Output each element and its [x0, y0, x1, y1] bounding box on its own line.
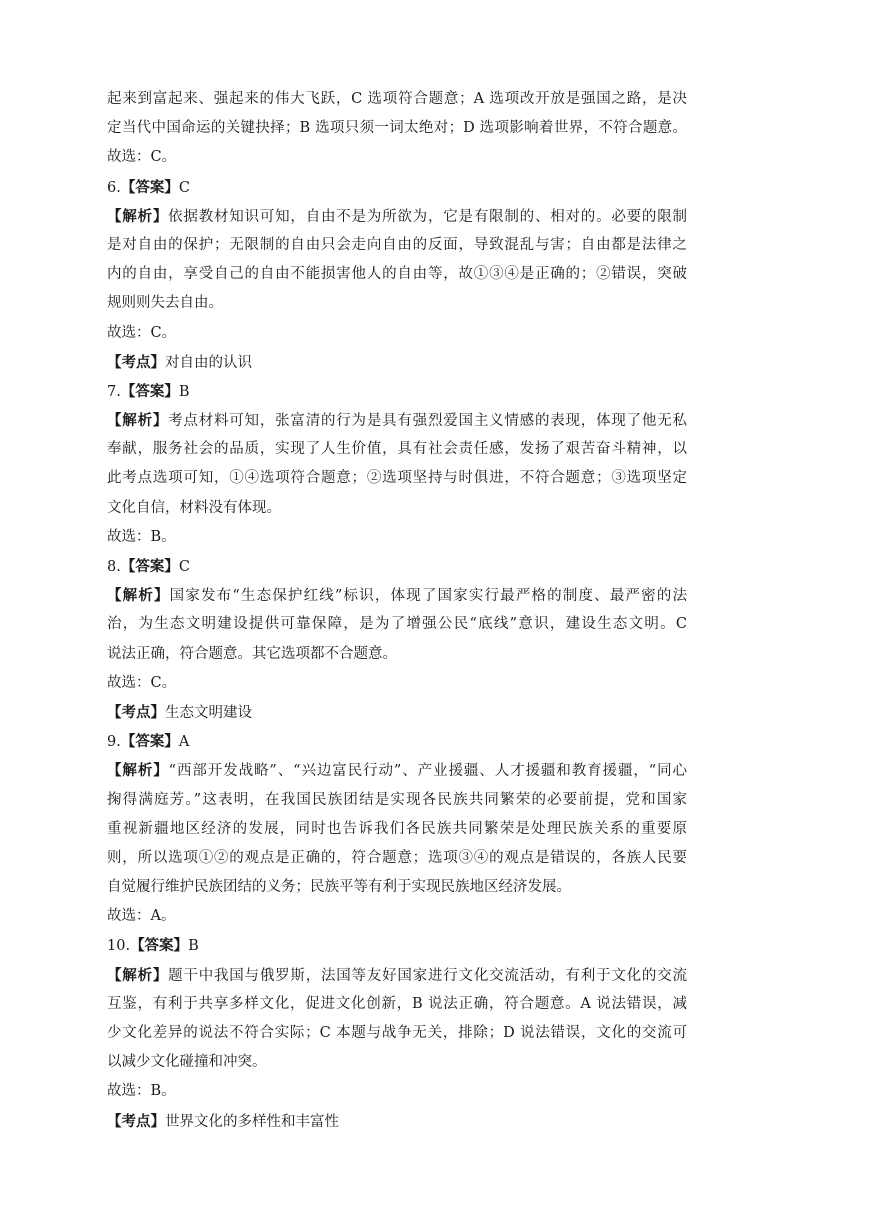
analysis-line: 【解析】考点材料可知，张富清的行为是具有强烈爱国主义情感的表现，体现了他无私 [107, 412, 688, 430]
question-number: 8. [107, 559, 121, 575]
analysis-line: 【解析】依据教材知识可知，自由不是为所欲为，它是有限制的、相对的。必要的限制 [107, 207, 688, 225]
analysis-line: 【解析】国家发布“生态保护红线”标识，体现了国家实行最严格的制度、最严密的法 [107, 587, 687, 605]
analysis-line: 以减少文化碰撞和冲突。 [107, 1054, 267, 1071]
analysis-line: 治，为生态文明建设提供可靠保障，是为了增强公民“底线”意识，建设生态文明。C [107, 616, 687, 633]
answer-tag: 【答案】 [120, 733, 179, 751]
answer-value: C [178, 559, 190, 575]
result-line: 故选：C。 [107, 674, 177, 691]
analysis-line: 说法正确，符合题意。其它选项都不合题意。 [107, 645, 397, 662]
point-tag: 【考点】 [107, 1112, 165, 1130]
point-value: 对自由的认识 [165, 354, 252, 371]
point-line [107, 348, 687, 377]
result-line: 故选：A。 [107, 908, 176, 925]
answer-line [107, 173, 687, 202]
analysis-line: 是对自由的保护；无限制的自由只会走向自由的反面，导致混乱与害；自由都是法律之 [107, 236, 687, 253]
analysis-line: 【解析】“西部开发战略”、“兴边富民行动”、产业援疆、人才援疆和教育援疆，“同心 [107, 762, 688, 780]
point-line [107, 1107, 687, 1136]
result-line: 故选：B。 [107, 1083, 176, 1100]
intro-paragraph [107, 85, 687, 143]
analysis-tag: 【解析】 [107, 966, 169, 984]
analysis-line: 则，所以选项①②的观点是正确的，符合题意；选项③④的观点是错误的，各族人民要 [107, 849, 687, 866]
intro-line: 起来到富起来、强起来的伟大飞跃，C 选项符合题意；A 选项改开放是强国之路，是决 [107, 91, 687, 107]
question-number: 9. [107, 734, 121, 751]
analysis-tag: 【解析】 [107, 762, 169, 780]
document-page [107, 85, 687, 1136]
analysis-paragraph [107, 406, 687, 523]
analysis-line: 奉献，服务社会的品质，实现了人生价值，具有社会责任感，发扬了艰苦奋斗精神，以 [107, 441, 687, 458]
answer-tag: 【答案】 [130, 937, 189, 955]
analysis-paragraph [107, 756, 687, 902]
answer-tag: 【答案】 [120, 178, 179, 196]
analysis-line: 文化自信，材料没有体现。 [107, 499, 281, 516]
analysis-paragraph [107, 581, 687, 669]
analysis-tag: 【解析】 [107, 207, 169, 225]
question-number: 10. [107, 938, 131, 955]
analysis-line: 自觉履行维护民族团结的义务；民族平等有利于实现民族地区经济发展。 [107, 879, 571, 896]
answer-value: B [188, 938, 199, 955]
analysis-paragraph [107, 961, 687, 1078]
point-value: 世界文化的多样性和丰富性 [165, 1113, 339, 1130]
intro-result: 故选：C。 [107, 149, 177, 166]
answer-tag: 【答案】 [120, 558, 179, 575]
answer-value: A [178, 734, 190, 751]
analysis-line: 互鉴，有利于共享多样文化，促进文化创新，B 说法正确，符合题意。A 说法错误，减 [107, 995, 687, 1012]
answer-tag: 【答案】 [120, 382, 179, 400]
analysis-tag: 【解析】 [107, 587, 170, 605]
intro-line: 定当代中国命运的关键抉择；B 选项只须一词太绝对；D 选项影响着世界，不符合题意。 [107, 120, 687, 137]
point-line [107, 698, 687, 727]
result-line: 故选：C。 [107, 324, 177, 341]
answer-line [107, 727, 687, 756]
question-number: 6. [107, 179, 121, 196]
analysis-line: 掬得满庭芳。”这表明，在我国民族团结是实现各民族共同繁荣的必要前提，党和国家 [107, 791, 687, 808]
answer-line [107, 377, 687, 406]
analysis-paragraph [107, 202, 687, 319]
point-tag: 【考点】 [107, 703, 165, 721]
answer-value: B [178, 383, 190, 400]
analysis-line: 重视新疆地区经济的发展，同时也告诉我们各民族共同繁荣是处理民族关系的重要原 [107, 820, 687, 837]
analysis-line: 少文化差异的说法不符合实际；C 本题与战争无关，排除；D 说法错误，文化的交流可 [107, 1025, 687, 1041]
analysis-line: 内的自由，享受自己的自由不能损害他人的自由等，故①③④是正确的；②错误，突破 [107, 266, 687, 283]
answer-line [107, 931, 687, 960]
analysis-tag: 【解析】 [107, 412, 169, 430]
point-tag: 【考点】 [107, 353, 165, 371]
analysis-line: 【解析】题干中我国与俄罗斯，法国等友好国家进行文化交流活动，有利于文化的交流 [107, 966, 688, 984]
analysis-line: 此考点选项可知，①④选项符合题意；②选项坚持与时俱进，不符合题意；③选项坚定 [107, 470, 687, 487]
result-line: 故选：B。 [107, 528, 176, 545]
question-number: 7. [107, 383, 121, 400]
point-value: 生态文明建设 [165, 704, 252, 721]
answer-value: C [178, 179, 190, 196]
answer-line [107, 552, 687, 581]
analysis-line: 规则则失去自由。 [107, 295, 223, 312]
